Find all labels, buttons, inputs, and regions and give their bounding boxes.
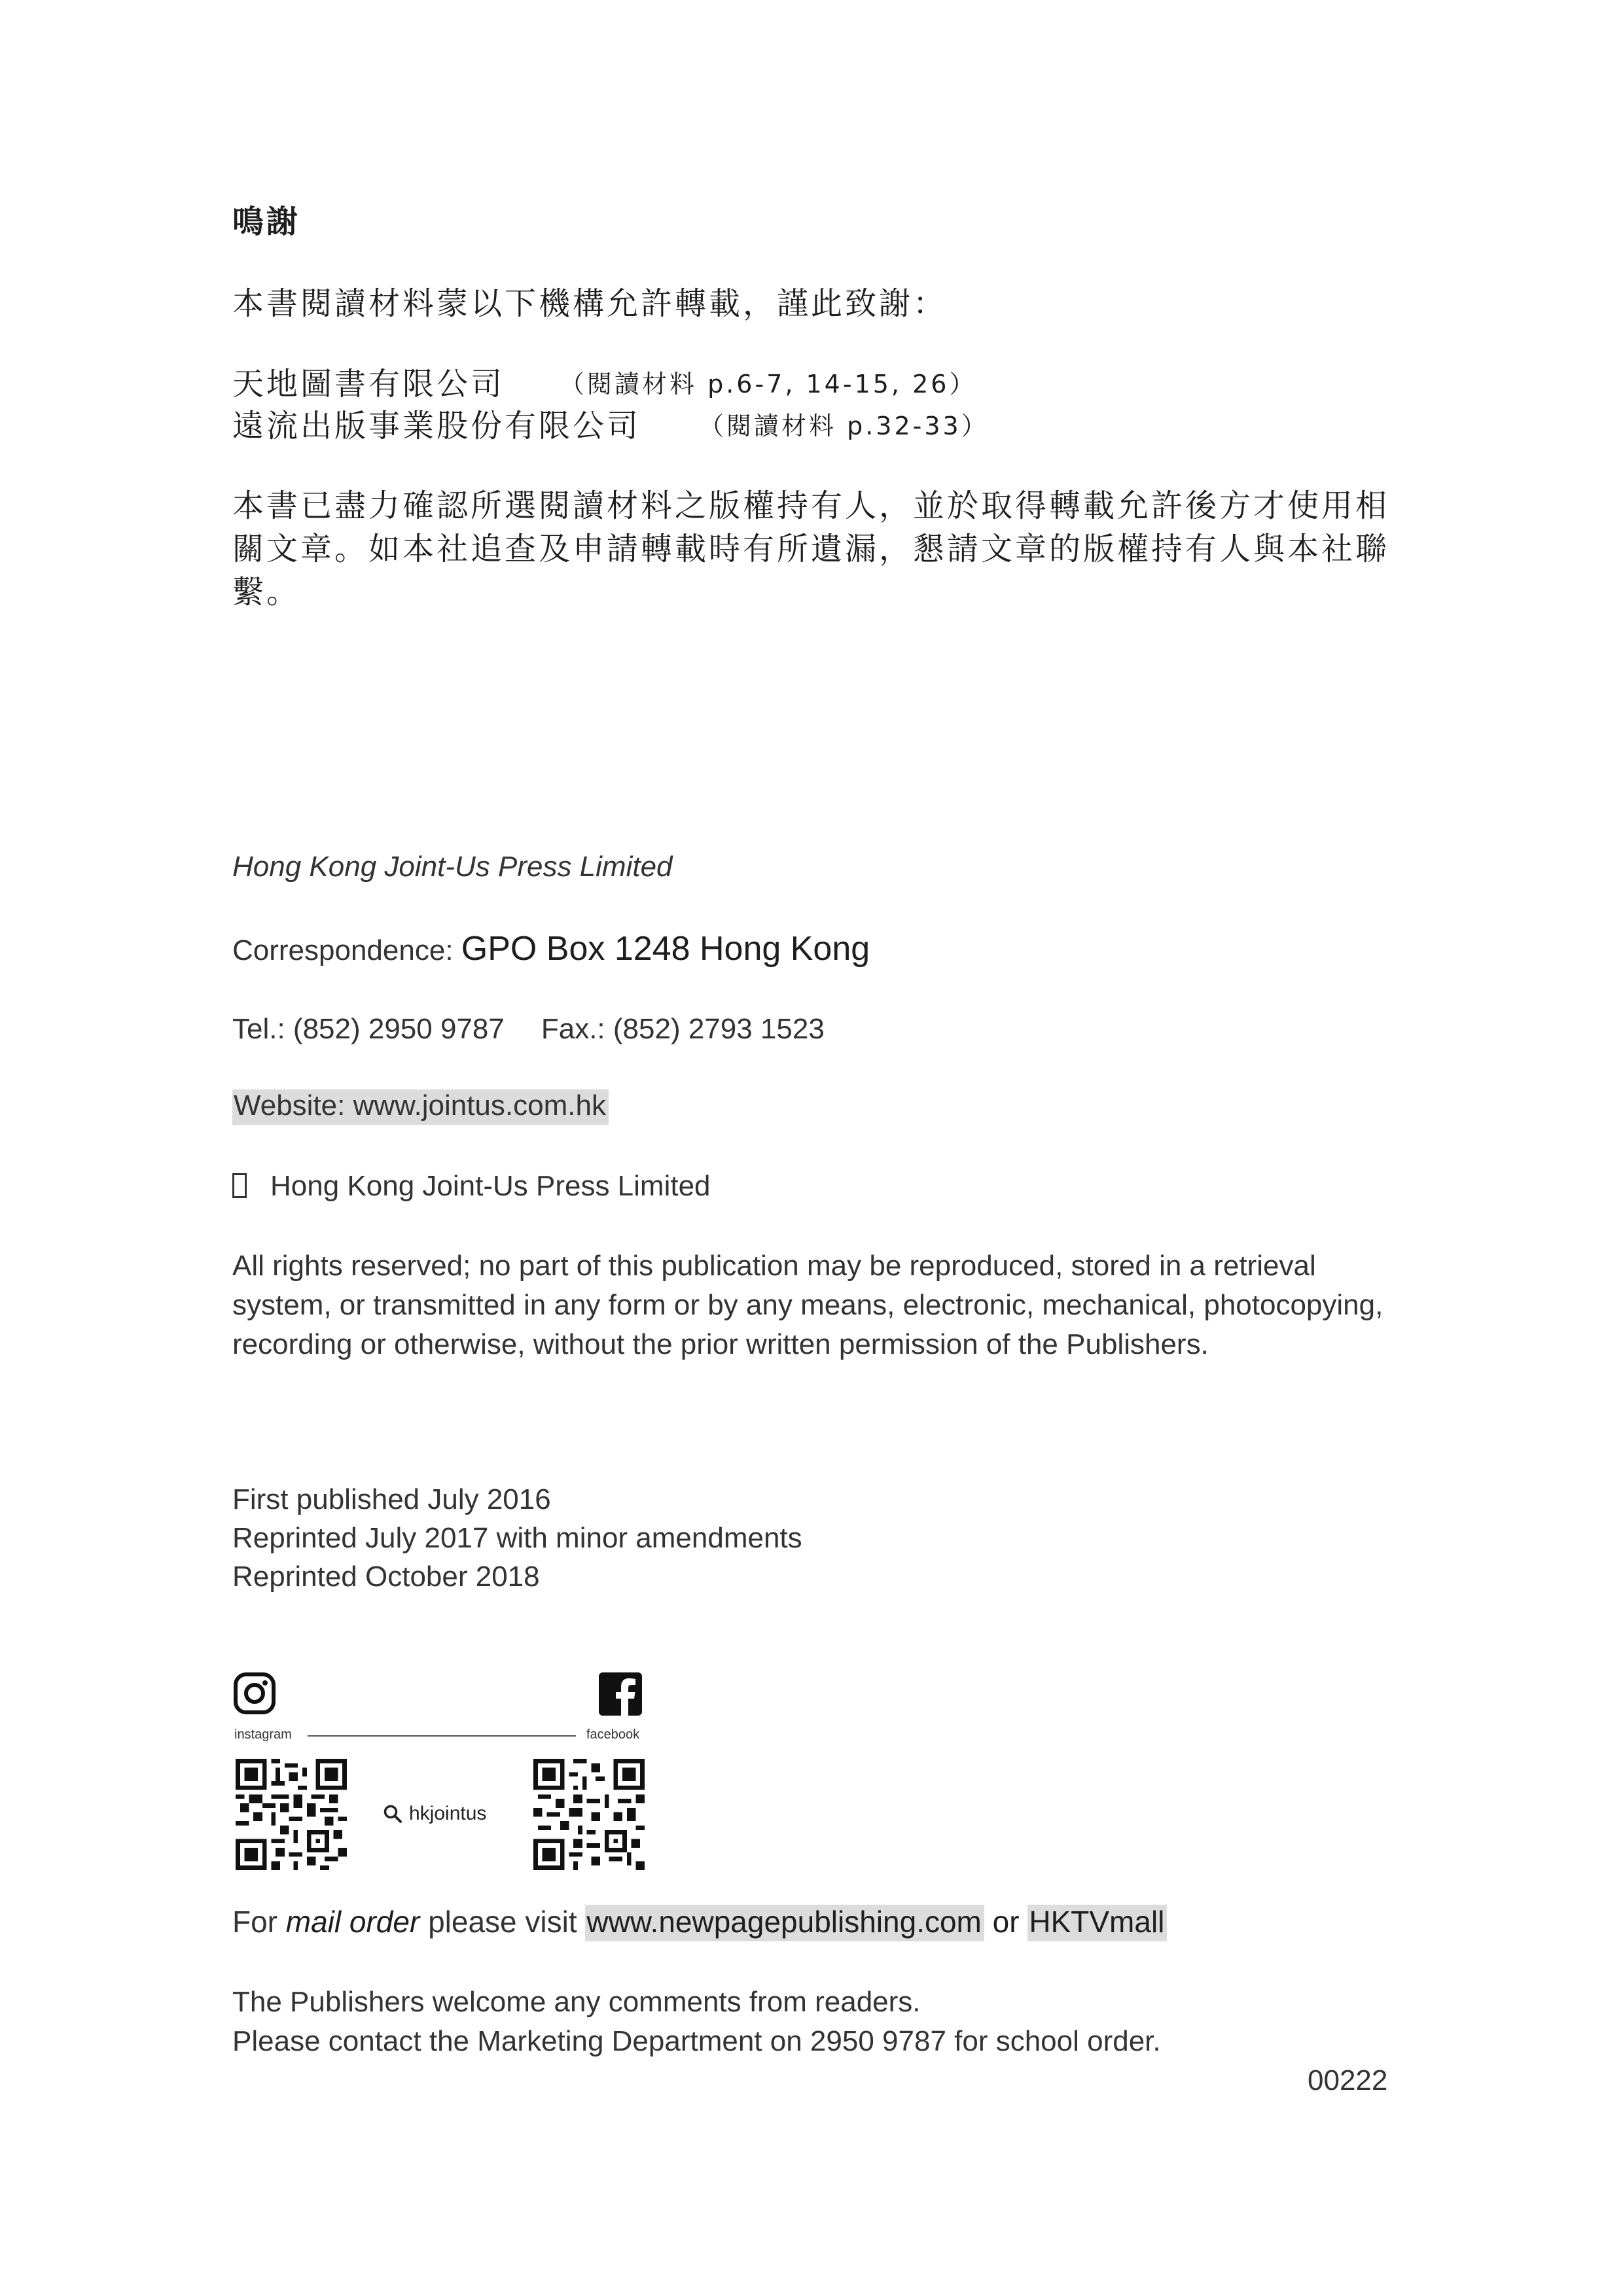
social-handle[interactable] [383,1803,486,1825]
phone-line [232,1013,825,1046]
search-icon [383,1804,402,1824]
credit-name: 遠流出版事業股份有限公司 [232,408,641,444]
social-handle-text: hkjointus [409,1803,487,1824]
mail-order-middle: please visit [419,1905,586,1939]
correspondence-address: GPO Box 1248 Hong Kong [461,930,870,968]
mail-order-emphasis: mail order [285,1905,420,1939]
newpage-link[interactable]: www.newpagepublishing.com [585,1905,984,1941]
fax-number: Fax.: (852) 2793 1523 [541,1013,825,1045]
correspondence-line [232,929,870,968]
facebook-qr-code[interactable] [533,1759,645,1870]
instagram-qr-code[interactable] [236,1759,347,1870]
copyright-holder: Hong Kong Joint-Us Press Limited [270,1170,711,1202]
credit-name: 天地圖書有限公司 [232,366,505,402]
acknowledgement-paragraph: 本書已盡力確認所選閱讀材料之版權持有人，並於取得轉載允許後方才使用相關文章。如本社追查及申請轉載時有所遺漏，懇請文章的版權持有人與本社聯繫。 [232,487,1390,610]
hktvmall-link[interactable]: HKTVmall [1027,1905,1167,1941]
acknowledgement-intro: 本書閱讀材料蒙以下機構允許轉載，謹此致謝： [232,285,948,322]
copyright-line [232,1170,711,1203]
book-code: 00222 [1308,2064,1388,2096]
rights-notice: All rights reserved; no part of this publication may be reproduced, stored in a retrieval system, or transmitted in any form or by any means, electronic, mechanical, photocopying, recording or otherwise, without the prior written permission of the Publishers. [232,1250,1383,1360]
publication-history [232,1480,802,1596]
credit-note: （閱讀材料 p.6-7, 14-15, 26） [560,370,977,398]
history-line: First published July 2016 [232,1483,551,1515]
mail-order-or: or [984,1905,1028,1939]
instagram-icon[interactable] [233,1672,276,1715]
website-link[interactable]: Website: www.jointus.com.hk [232,1089,609,1125]
history-line: Reprinted July 2017 with minor amendments [232,1522,802,1554]
contact-block [232,1983,1161,2061]
tel-number: Tel.: (852) 2950 9787 [232,1013,505,1045]
instagram-label: instagram [234,1727,292,1742]
copyright-symbol-icon [232,1173,247,1198]
publisher-name: Hong Kong Joint-Us Press Limited [232,851,673,883]
contact-line: The Publishers welcome any comments from readers. [232,1986,921,2018]
facebook-icon[interactable] [599,1672,642,1716]
mail-order-line [232,1904,1167,1939]
social-divider [308,1735,576,1737]
correspondence-label: Correspondence: [232,934,461,966]
acknowledgement-heading: 鳴謝 [232,203,301,240]
contact-line: Please contact the Marketing Department on 2950 9787 for school order. [232,2025,1161,2057]
credit-note: （閱讀材料 p.32-33） [699,412,989,440]
mail-order-prefix: For [232,1905,286,1939]
facebook-label: facebook [586,1727,640,1742]
history-line: Reprinted October 2018 [232,1561,540,1593]
